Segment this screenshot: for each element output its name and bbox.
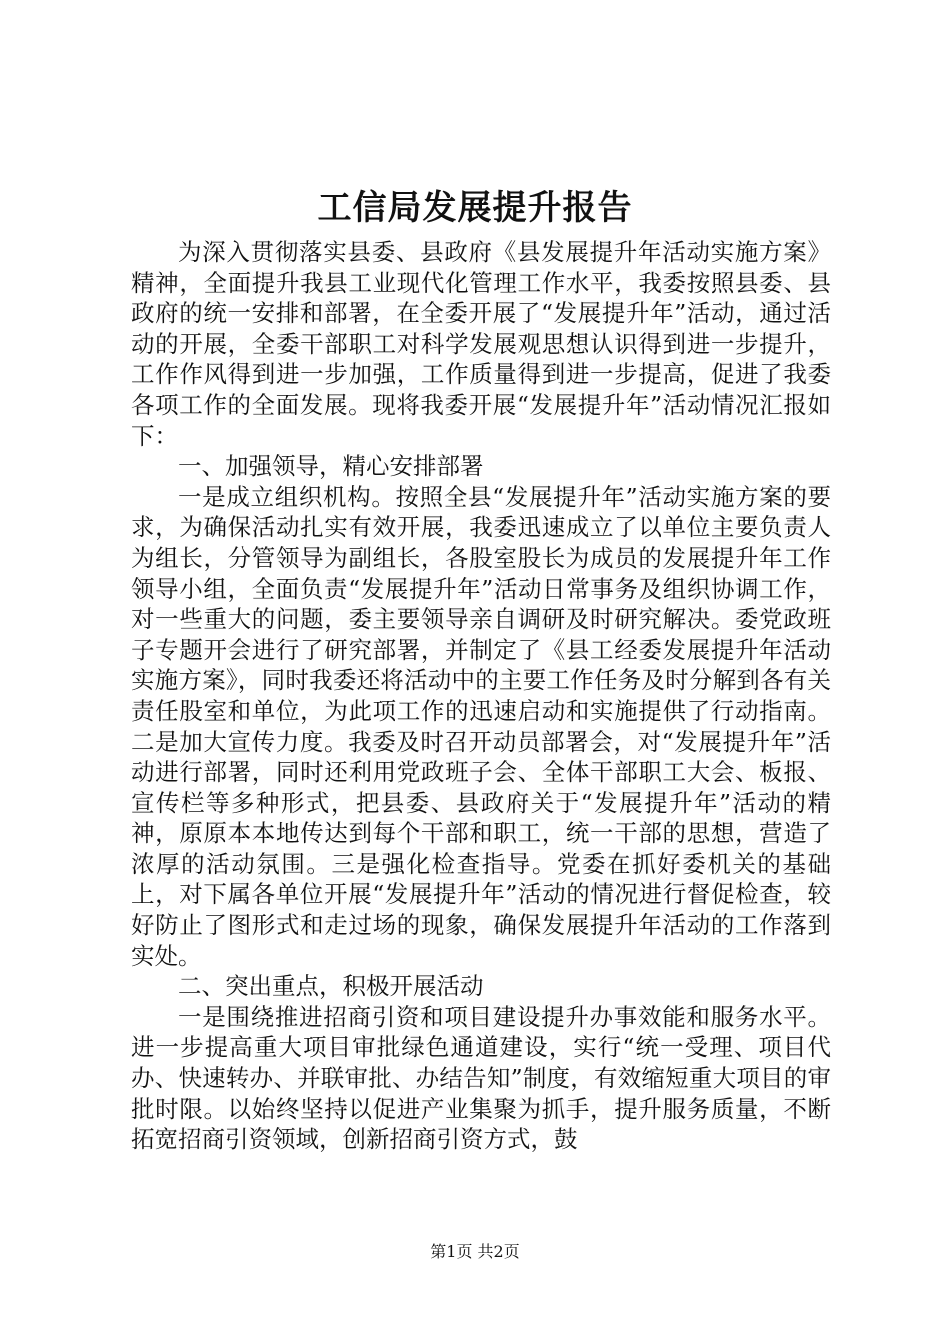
- page-number-footer: 第1页 共2页: [430, 1242, 520, 1261]
- section-heading-1: 一、加强领导，精心安排部署: [178, 452, 484, 481]
- section-2-paragraph: 一是围绕推进招商引资和项目建设提升办事效能和服务水平。进一步提高重大项目审批绿色通道建设，实行“统一受理、项目代办、快速转办、并联审批、办结告知”制度，有效缩短重大项目的审批时限。以始终坚持以促进产业集聚为抓手，提升服务质量，不断拓宽招商引资领域，创新招商引资方式，鼓: [131, 1002, 831, 1154]
- section-heading-2: 二、突出重点，积极开展活动: [178, 972, 484, 1001]
- section-1-paragraph: 一是成立组织机构。按照全县“发展提升年”活动实施方案的要求，为确保活动扎实有效开展，我委迅速成立了以单位主要负责人为组长，分管领导为副组长，各股室股长为成员的发展提升年工作领导小组，全面负责“发展提升年”活动日常事务及组织协调工作，对一些重大的问题，委主要领导亲自调研及时研究解决。委党政班子专题开会进行了研究部署，并制定了《县工经委发展提升年活动实施方案》，同时我委还将活动中的主要工作任务及时分解到各有关责任股室和单位，为此项工作的迅速启动和实施提供了行动指南。二是加大宣传力度。我委及时召开动员部署会，对“发展提升年”活动进行部署，同时还利用党政班子会、全体干部职工大会、板报、宣传栏等多种形式，把县委、县政府关于“发展提升年”活动的精神，原原本本地传达到每个干部和职工，统一干部的思想，营造了浓厚的活动氛围。三是强化检查指导。党委在抓好委机关的基础上，对下属各单位开展“发展提升年”活动的情况进行督促检查，较好防止了图形式和走过场的现象，确保发展提升年活动的工作落到实处。: [131, 482, 831, 970]
- document-title: 工信局发展提升报告: [317, 188, 633, 228]
- document-body: [131, 237, 831, 1155]
- intro-paragraph: 为深入贯彻落实县委、县政府《县发展提升年活动实施方案》精神，全面提升我县工业现代化管理工作水平，我委按照县委、县政府的统一安排和部署，在全委开展了“发展提升年”活动，通过活动的开展，全委干部职工对科学发展观思想认识得到进一步提升，工作作风得到进一步加强，工作质量得到进一步提高，促进了我委各项工作的全面发展。现将我委开展“发展提升年”活动情况汇报如下：: [131, 238, 831, 450]
